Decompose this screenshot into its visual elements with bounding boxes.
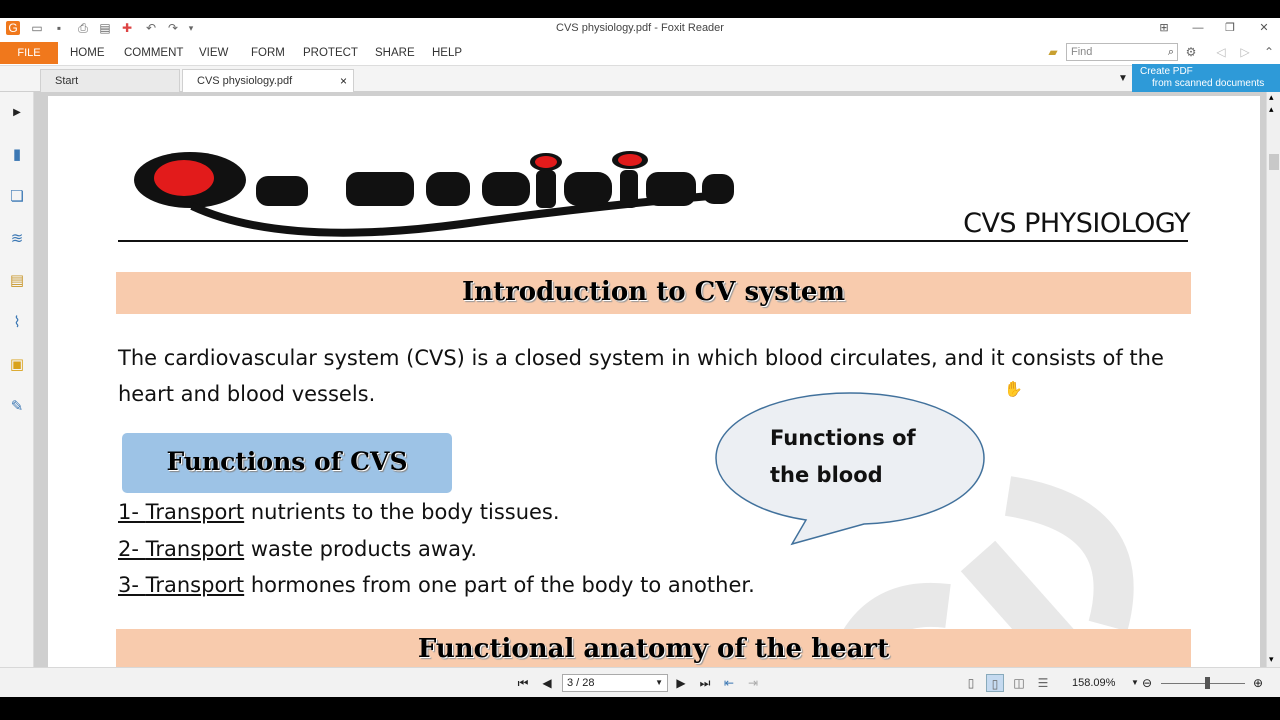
next-view-icon[interactable]: ⇥ [747,676,759,690]
function-3-key: Transport [145,573,245,597]
function-1-num: 1- [118,500,146,524]
tab-cvs-label: CVS physiology.pdf [197,75,293,87]
menu-home[interactable]: HOME [70,47,105,59]
menu-comment[interactable]: COMMENT [124,47,184,59]
foxit-reader-window [0,18,1280,697]
next-page-icon[interactable]: ▶ [676,676,686,690]
expand-panel-icon[interactable]: ▶ [13,107,21,118]
search-icon[interactable]: ⌕ [1167,46,1174,58]
zoom-slider-knob[interactable] [1205,677,1210,689]
create-pdf-promo[interactable] [1132,64,1280,92]
menu-help[interactable]: HELP [432,47,463,59]
page-dropdown-icon[interactable]: ▼ [655,678,663,687]
previous-view-icon[interactable]: ⇤ [723,676,735,690]
settings-gear-icon[interactable]: ⚙ [1185,45,1197,59]
scroll-down-icon[interactable]: ▾ [1269,654,1274,664]
tab-cvs-physiology[interactable] [182,69,354,92]
undo-icon[interactable]: ↶ [145,21,157,35]
function-1-key: Transport [145,500,245,524]
scroll-up-double-icon[interactable]: ▴ [1269,104,1274,114]
restore-layout-icon[interactable]: ⊞ [1159,22,1169,34]
function-2-num: 2- [118,537,146,561]
hand-cursor-icon: ✋ [1004,381,1023,398]
pdf-page [48,96,1260,667]
function-item-2 [118,537,477,561]
maximize-button[interactable]: ❐ [1225,22,1235,34]
function-3-num: 3- [118,573,146,597]
prev-result-icon[interactable]: ◁ [1216,45,1226,59]
menu-view[interactable]: VIEW [199,47,229,59]
last-page-icon[interactable]: ⏭ [699,676,711,690]
attachments-icon[interactable]: ⌇ [13,314,21,331]
open-folder-icon[interactable]: ▭ [31,21,43,35]
pages-icon[interactable]: ❏ [10,188,24,205]
zoom-out-icon[interactable]: ⊖ [1141,676,1153,690]
single-page-view-icon[interactable]: ▯ [967,676,975,690]
create-pdf-icon[interactable]: ✚ [121,21,133,35]
function-1-rest: nutrients to the body tissues. [244,500,560,524]
function-2-rest: waste products away. [244,537,478,561]
document-header-title: CVS PHYSIOLOGY [963,208,1190,239]
find-placeholder: Find [1071,46,1093,58]
navigation-panel [0,92,34,687]
close-window-button[interactable]: ✕ [1259,22,1269,34]
functions-heading: Functions of CVS [122,433,452,493]
customize-dropdown-icon[interactable]: ▾ [188,23,194,33]
save-icon[interactable]: ▪ [56,21,62,35]
continuous-view-icon[interactable]: ▯ [986,674,1004,692]
promo-line2: from scanned documents [1152,78,1265,89]
speech-bubble [714,392,986,548]
comments-icon[interactable]: ▤ [9,272,25,289]
intro-paragraph: The cardiovascular system (CVS) is a closed system in which blood circulates, and it consists of the heart and blood vessels. [118,346,1164,406]
zoom-in-icon[interactable]: ⊕ [1252,676,1264,690]
bubble-line-1: Functions of [770,426,916,450]
tab-start-label: Start [55,75,79,87]
function-3-rest: hormones from one part of the body to another. [244,573,755,597]
search-folder-icon[interactable]: ▰ [1048,45,1058,59]
on-medicine-logo [132,150,742,250]
zoom-dropdown-icon[interactable]: ▼ [1131,678,1139,687]
app-logo-icon[interactable]: G [6,21,20,35]
redo-icon[interactable]: ↷ [167,21,179,35]
layers-icon[interactable]: ≋ [10,230,24,247]
facing-view-icon[interactable]: ◫ [1013,676,1025,690]
bubble-line-2: the blood [770,463,883,487]
function-item-3 [118,573,755,597]
security-lock-icon[interactable]: ▣ [9,356,25,373]
menu-form[interactable]: FORM [251,47,285,59]
title-bar [0,18,1280,40]
find-input[interactable] [1066,43,1178,61]
collapse-ribbon-icon[interactable]: ⌃ [1263,45,1275,59]
scan-icon[interactable]: ▤ [99,21,111,35]
close-tab-icon[interactable]: × [339,74,347,88]
status-bar [0,667,1280,697]
vertical-scrollbar[interactable] [1266,92,1280,687]
zoom-level[interactable]: 158.09% [1072,677,1116,689]
minimize-button[interactable]: — [1192,22,1204,34]
window-title: CVS physiology.pdf - Foxit Reader [556,22,724,34]
page-number-value: 3 / 28 [567,677,595,689]
bubble-text [770,420,916,494]
menu-protect[interactable]: PROTECT [303,47,358,59]
scroll-up-icon[interactable]: ▴ [1269,92,1274,102]
document-tab-bar [0,66,1280,92]
scrollbar-thumb[interactable] [1269,154,1279,170]
first-page-icon[interactable]: ⏮ [517,676,529,690]
promo-line1: Create PDF [1140,66,1193,77]
document-viewport[interactable] [34,92,1266,667]
zoom-slider[interactable] [1161,683,1245,684]
bookmark-icon[interactable]: ▮ [12,146,22,163]
print-icon[interactable]: ⎙ [78,21,88,35]
header-rule [118,240,1188,242]
function-2-key: Transport [145,537,245,561]
tab-list-dropdown-icon[interactable]: ▼ [1118,73,1128,84]
ribbon-tabs [0,40,1280,66]
page-number-input[interactable] [562,674,668,692]
menu-file[interactable]: FILE [0,42,58,64]
tab-start[interactable] [40,69,180,92]
previous-page-icon[interactable]: ◀ [542,676,552,690]
section-heading-intro: Introduction to CV system [116,272,1191,314]
function-item-1 [118,500,560,524]
section-heading-anatomy: Functional anatomy of the heart [116,629,1191,667]
signature-icon[interactable]: ✎ [10,398,24,415]
next-result-icon[interactable]: ▷ [1240,45,1250,59]
continuous-facing-view-icon[interactable]: ☰ [1037,676,1049,690]
menu-share[interactable]: SHARE [375,47,415,59]
